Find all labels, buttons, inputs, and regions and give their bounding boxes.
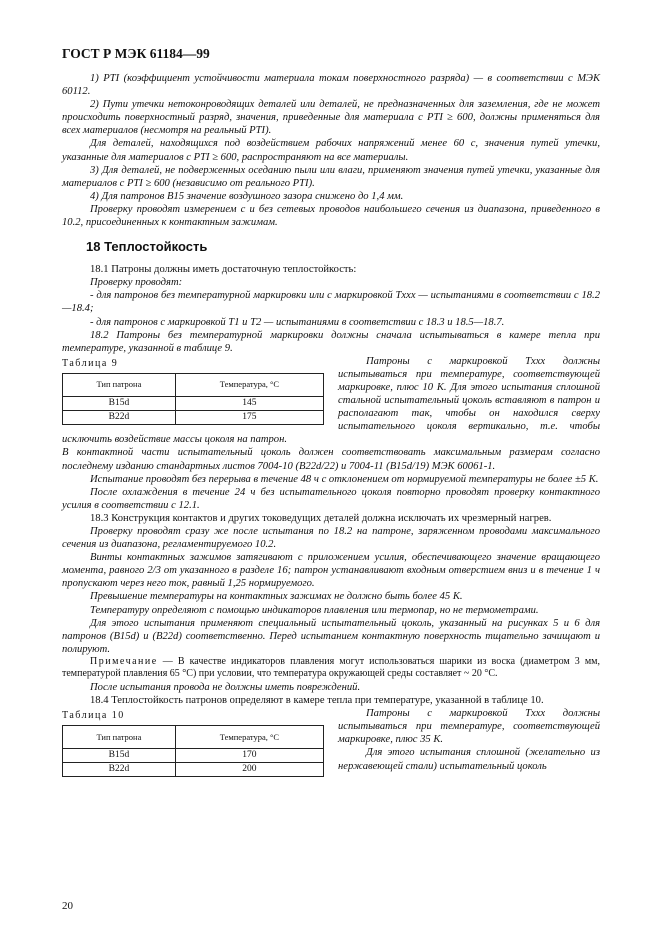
footnote-4: 4) Для патронов B15 значение воздушного зазора снижено до 1,4 мм. — [90, 190, 404, 202]
clause-18-4-side-2: Для этого испытания сплошной (желательно из нержавеющей стали) испытательный цоколь — [338, 747, 600, 772]
table-10-wrapper — [62, 707, 324, 777]
footnote-check: Проверку проводят измерением с и без сетевых проводов наибольшего сечения из диапазона, приведенного в 10.2, присоединенных к контактным зажимам. — [62, 203, 600, 229]
clause-18-2-cont-3: После охлаждения в течение 24 ч без испытательного цоколя повторно проводят проверку контактного усилия в соответствии с 12.1. — [62, 486, 600, 511]
table-header-row — [63, 373, 324, 396]
table-9-caption: Таблица 9 — [62, 357, 119, 369]
table-header-cell: Тип патрона — [63, 373, 176, 396]
page-header: ГОСТ Р МЭК 61184—99 — [62, 46, 210, 61]
table-cell: 145 — [175, 396, 323, 410]
clause-18-3-para-1: Проверку проводят сразу же после испытания по 18.2 на патроне, заряженном проводами максимального сечения из диапазона, регламентируемого 10.2. — [62, 526, 600, 551]
clause-18-1-item-2: - для патронов с маркировкой T1 и T2 — испытаниями в соответствии с 18.3 и 18.5—18.7. — [90, 316, 505, 328]
note-text: — В качестве индикаторов плавления могут использоваться шарики из воска (диаметром 3 мм, температурой плавления 65 °С) при условии, что температура окружающей среды составляет ~ 20 °С. — [62, 655, 601, 680]
table-9-block — [62, 355, 600, 447]
table-header-row — [63, 726, 324, 749]
table-header-cell: Температура, °С — [175, 373, 323, 396]
footnote-2-cont: Для деталей, находящихся под воздействием рабочих напряжений менее 60 с, значения путей утечки, указанные для материалов с PTI ≥ 600, распространяют на все материалы. — [62, 138, 600, 163]
section-title: 18 Теплостойкость — [86, 239, 208, 255]
table-cell: B15d — [63, 749, 176, 763]
clause-18-3-para-2: Винты контактных зажимов затягивают с приложением усилия, обеспечивающего значение вращающего момента, равного 2/3 от указанного в разделе 16; патрон устанавливают входным отверстием вниз и в течение 1 ч пропускают через него ток, равный 1,25 нормируемого. — [62, 552, 600, 590]
clause-18-1-item-1: - для патронов без температурной маркировки или с маркировкой Tххх — испытаниями в соответствии с 18.2—18.4; — [62, 290, 600, 315]
clause-18-4: 18.4 Теплостойкость патронов определяют в камере тепла при температуре, указанной в таблице 10. — [90, 695, 544, 707]
clause-18-1: 18.1 Патроны должны иметь достаточную теплостойкость: — [90, 264, 357, 276]
table-header-cell: Тип патрона — [63, 726, 176, 749]
table-cell: 200 — [175, 763, 323, 777]
clause-18-1-check: Проверку проводят: — [90, 277, 183, 289]
page-number: 20 — [62, 900, 73, 912]
table-row — [63, 763, 324, 777]
clause-18-3: 18.3 Конструкция контактов и других токоведущих деталей должна исключать их чрезмерный нагрев. — [90, 512, 552, 524]
table-row — [63, 749, 324, 763]
clause-18-2-cont-1: В контактной части испытательный цоколь должен соответствовать максимальным размерам согласно последнему изданию стандартных листов 7004-10 (B22d/22) и 7004-11 (B15d/19) МЭК 60061-1. — [62, 447, 600, 472]
table-10-block — [62, 707, 600, 779]
document-body — [62, 72, 600, 779]
clause-18-3-para-3: Превышение температуры на контактных зажимах не должно быть более 45 К. — [90, 591, 463, 603]
clause-18-2: 18.2 Патроны без температурной маркировки должны сначала испытываться в камере тепла при температуре, указанной в таблице 9. — [62, 329, 600, 354]
clause-18-4-side-1: Патроны с маркировкой Tххх должны испытываться при температуре, соответствующей маркировке, плюс 35 К. — [338, 708, 600, 746]
clause-18-2-cont-2: Испытание проводят без перерыва в течение 48 ч с отклонением от нормируемой температуры не более ±5 К. — [90, 473, 599, 485]
table-row — [63, 396, 324, 410]
footnote-1: 1) PTI (коэффициент устойчивости материала токам поверхностного разряда) — в соответствии с МЭК 60112. — [62, 73, 600, 98]
table-10-caption: Таблица 10 — [62, 710, 125, 722]
clause-18-2-side-text: Патроны с маркировкой Tххх должны испытываться при температуре, соответствующей маркировке, плюс 10 К. Для этого испытания сплошной стальной испытательный цоколь вставляют в патрон и располагают так, чтобы он находился сверху испытательного цоколя вертикально, т.е. чтобы исключить воздействие массы цоколя на патрон. — [62, 355, 600, 446]
table-cell: 170 — [175, 749, 323, 763]
footnote-3: 3) Для деталей, не подверженных оседанию пыли или влаги, применяют значения путей утечки, указанные для материалов с PTI ≥ 600 (независимо от реального PTI). — [62, 164, 600, 189]
clause-18-3-para-4: Температуру определяют с помощью индикаторов плавления или термопар, но не термометрами. — [90, 604, 539, 616]
table-10 — [62, 725, 324, 777]
note-label: Примечание — [90, 655, 158, 667]
table-9-wrapper — [62, 355, 324, 425]
note — [62, 656, 600, 681]
after-note: После испытания провода не должны иметь повреждений. — [90, 681, 361, 693]
clause-18-3-para-5: Для этого испытания применяют специальный испытательный цоколь, указанный на рисунках 5 и 6 для патронов (B15d) и (B22d) соответственно. Перед испытанием контактную поверхность тщательно зачищают и полируют. — [62, 617, 600, 655]
table-cell: B22d — [63, 763, 176, 777]
table-header-cell: Температура, °С — [175, 726, 323, 749]
footnote-2: 2) Пути утечки нетоконроводящих деталей или деталей, не предназначенных для заземления, где не может происходить поверхностный разряд, значения, приведенные для материала с PTI ≥ 600, должны применяться для всех материалов (несмотря на реальный PTI). — [62, 99, 600, 137]
table-cell: B22d — [63, 410, 176, 424]
table-cell: 175 — [175, 410, 323, 424]
table-9 — [62, 373, 324, 425]
table-cell: B15d — [63, 396, 176, 410]
table-row — [63, 410, 324, 424]
